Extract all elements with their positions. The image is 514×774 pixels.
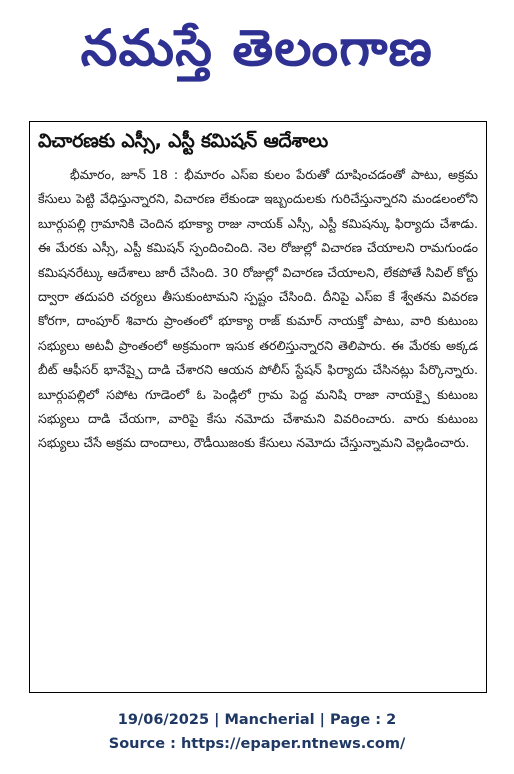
article-body: భీమారం, జూన్ 18 : భీమారం ఎస్ఐ కులం పేరుతో దూషించడంతో పాటు, అక్రమ కేసులు పెట్టి వేధిస్తున్నారని, విచారణ లేకుండా ఇబ్బందులకు గురిచేస్తున్నారని మండలంలోని బూర్గుపల్లి గ్రామానికి చెందిన భూక్యా రాజు నాయక్ ఎస్సీ, ఎస్టీ కమిషన్కు ఫిర్యాదు చేశాడు. ఈ మేరకు ఎస్సీ, ఎస్టీ కమిషన్ స్పందించింది. నెల రోజుల్లో విచారణ చేయాలని రామగుండం కమిషనరేట్కు ఆదేశాలు జారీ చేసింది. 30 రోజుల్లో విచారణ చేయాలని, లేకపోతే సివిల్ కోర్టు ద్వారా తదుపరి చర్యలు తీసుకుంటామని స్పష్టం చేసింది. దీనిపై ఎస్ఐ కే శ్వేతను వివరణ కోరగా, దాంపూర్ శివారు ప్రాంతంలో భూక్యా రాజ్ కుమార్ నాయక్తో పాటు, వారి కుటుంబ సభ్యులు అటవీ ప్రాంతంలో అక్రమంగా ఇసుక తరలిస్తున్నారని తెలిపారు. ఈ మేరకు అక్కడ బీట్ ఆఫీసర్ భానేష్పై దాడి చేశారని ఆయన పోలీస్ స్టేషన్ ఫిర్యాదు చేసినట్లు పేర్కొన్నారు. బూర్గుపల్లిలో సపోట గూడెంలో ఓ పెండ్లిలో గ్రామ పెద్ద మనిషి రాజా నాయక్పై కుటుంబ సభ్యులు దాడి చేయగా, వారిపై కేసు నమోదు చేశామని వివరించారు. వారు కుటుంబ సభ్యులు చేసే అక్రమ దాందాలు, రౌడీయిజంకు కేసులు నమోదు చేస్తున్నామని వెల్లడించారు. [38,167,478,451]
masthead-logo-text: నమస్తే తెలంగాణ [80,19,434,77]
clipping-source: Source : https://epaper.ntnews.com/ [108,736,406,752]
news-clipping [29,121,487,693]
article-headline: విచారణకు ఎస్సీ, ఎస్టీ కమిషన్ ఆదేశాలు [38,130,329,152]
clipping-date-edition-page: 19/06/2025 | Mancherial | Page : 2 [117,712,397,728]
newspaper-masthead [0,0,514,96]
